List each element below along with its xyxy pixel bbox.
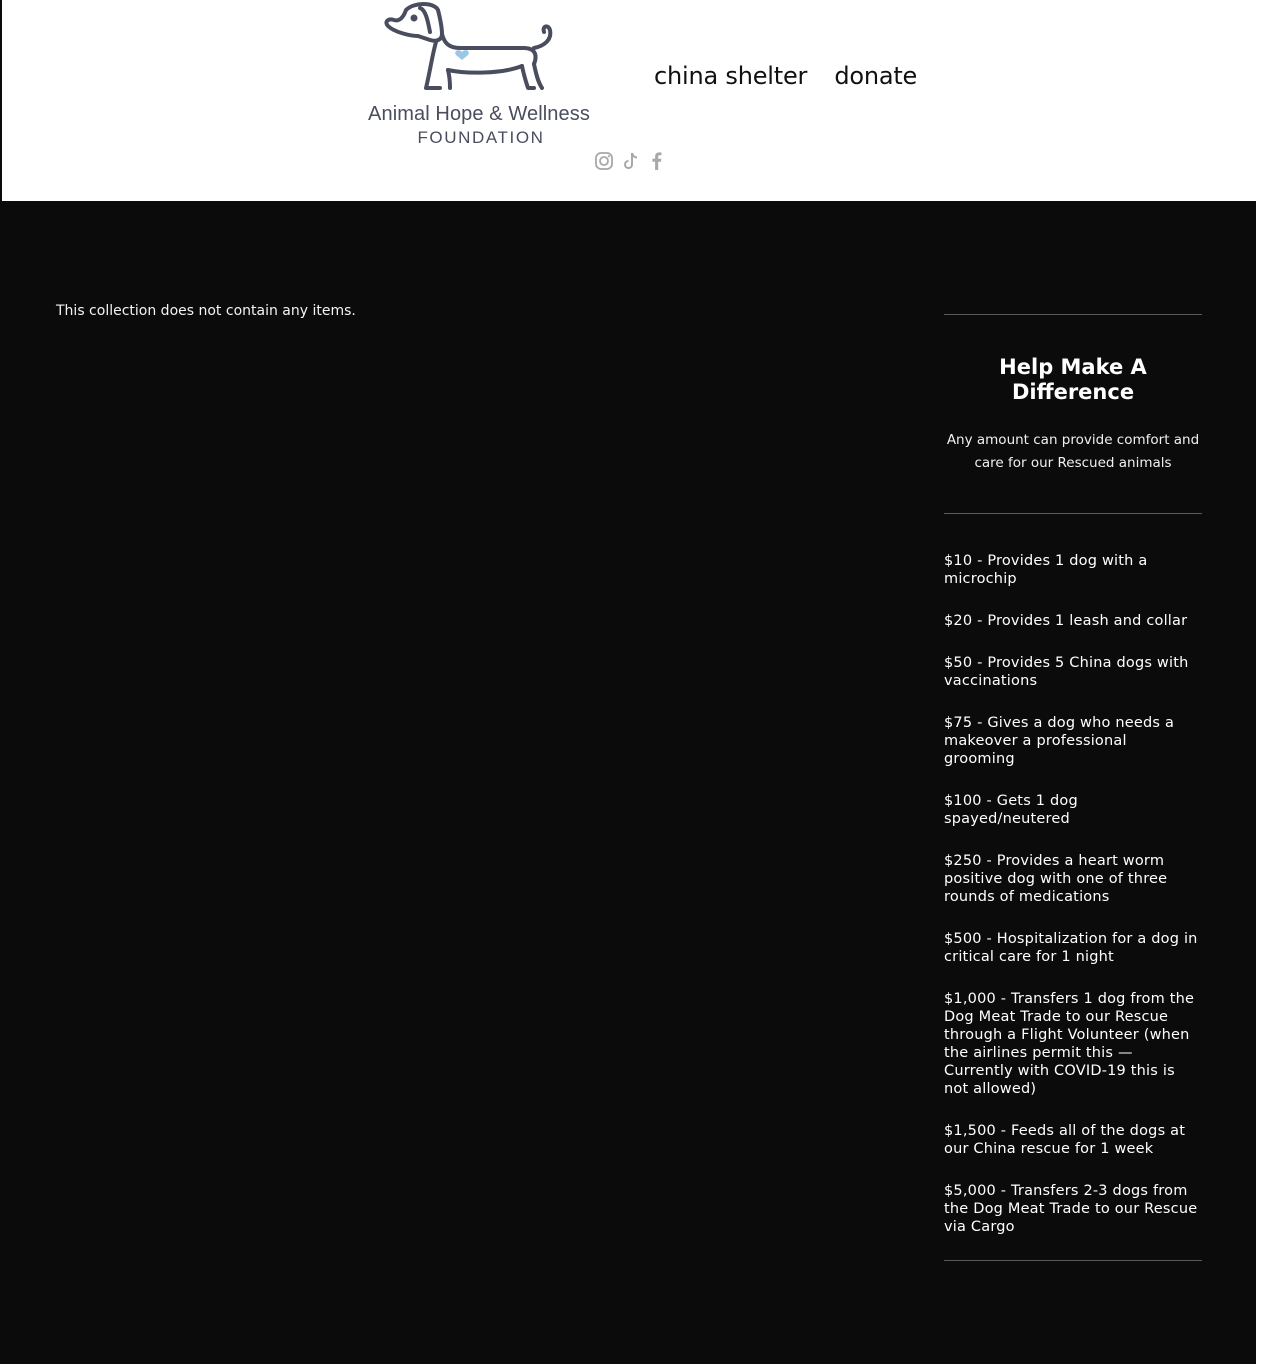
divider <box>944 1260 1202 1261</box>
nav-donate[interactable]: donate <box>834 62 918 90</box>
site-header <box>2 0 1256 201</box>
sidebar-subtitle: Any amount can provide comfort and care for our Rescued animals <box>946 432 1200 471</box>
nav-china-shelter[interactable]: china shelter <box>654 62 808 90</box>
empty-collection-message: This collection does not contain any items. <box>56 303 356 319</box>
sidebar-title: Help Make A Difference <box>999 355 1147 404</box>
donation-tier: $500 - Hospitalization for a dog in critical care for 1 night <box>944 931 1198 965</box>
site-logo[interactable] <box>356 0 602 150</box>
tiktok-icon[interactable] <box>621 151 643 173</box>
dog-logo-icon <box>384 0 554 100</box>
instagram-icon[interactable] <box>594 151 616 173</box>
donation-tier: $10 - Provides 1 dog with a microchip <box>944 553 1148 587</box>
logo-subtitle: FOUNDATION <box>417 128 545 147</box>
divider <box>944 513 1202 514</box>
donation-tier: $1,000 - Transfers 1 dog from the Dog Meat Trade to our Rescue through a Flight Volunteer (when the airlines permit this — Currently with COVID-19 this is not allowed) <box>944 991 1195 1097</box>
main-nav <box>654 62 939 90</box>
donation-tier: $100 - Gets 1 dog spayed/neutered <box>944 793 1078 827</box>
heart-icon <box>455 50 469 60</box>
divider <box>944 314 1202 315</box>
donation-sidebar <box>944 314 1202 1261</box>
donation-tier: $5,000 - Transfers 2-3 dogs from the Dog Meat Trade to our Rescue via Cargo <box>944 1183 1198 1235</box>
window-edge-right <box>1256 0 1266 1364</box>
donation-tier: $20 - Provides 1 leash and collar <box>944 613 1188 629</box>
donation-tier: $250 - Provides a heart worm positive dog with one of three rounds of medications <box>944 853 1168 905</box>
logo-name: Animal Hope & Wellness <box>368 103 590 125</box>
donation-tier: $1,500 - Feeds all of the dogs at our China rescue for 1 week <box>944 1123 1186 1157</box>
main-content <box>2 201 1256 1364</box>
donation-tiers <box>944 552 1202 1236</box>
donation-tier: $50 - Provides 5 China dogs with vaccinations <box>944 655 1189 689</box>
donation-tier: $75 - Gives a dog who needs a makeover a professional grooming <box>944 715 1175 767</box>
facebook-icon[interactable] <box>647 151 669 173</box>
